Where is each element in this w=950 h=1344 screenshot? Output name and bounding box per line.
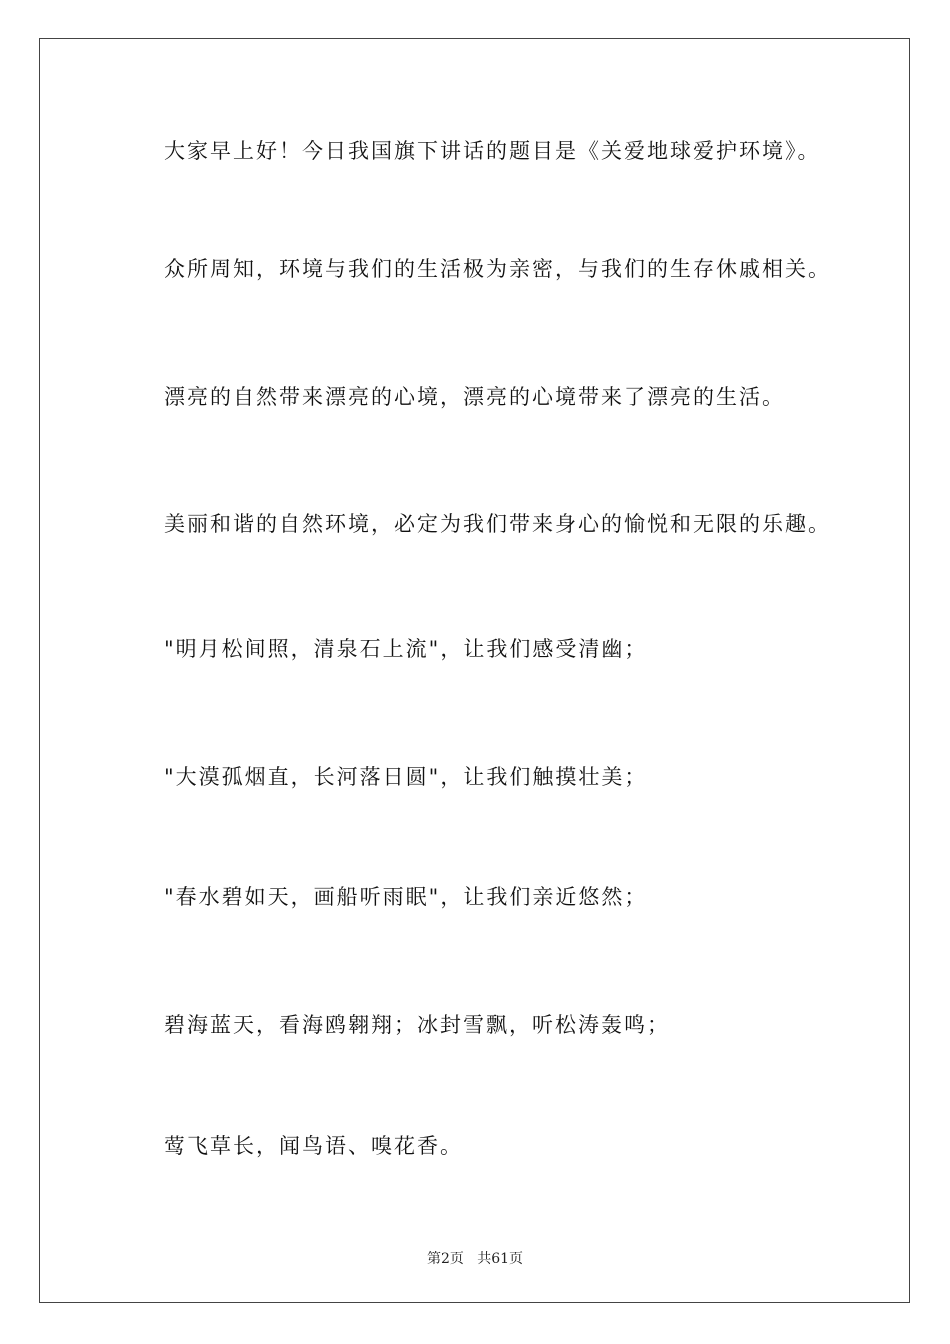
paragraph-line-6: "大漠孤烟直，长河落日圆"，让我们触摸壮美； — [164, 765, 648, 789]
paragraph-line-4: 美丽和谐的自然环境，必定为我们带来身心的愉悦和无限的乐趣。 — [164, 512, 831, 536]
paragraph-line-8: 碧海蓝天，看海鸥翱翔；冰封雪飘，听松涛轰鸣； — [164, 1013, 670, 1037]
page-border — [39, 38, 910, 1303]
paragraph-line-2: 众所周知，环境与我们的生活极为亲密，与我们的生存休戚相关。 — [164, 257, 831, 281]
paragraph-line-5: "明月松间照，清泉石上流"，让我们感受清幽； — [164, 637, 648, 661]
paragraph-line-9: 莺飞草长，闻鸟语、嗅花香。 — [164, 1134, 463, 1158]
paragraph-line-1: 大家早上好！今日我国旗下讲话的题目是《关爱地球爱护环境》。 — [164, 139, 821, 163]
paragraph-line-7: "春水碧如天，画船听雨眠"，让我们亲近悠然； — [164, 885, 648, 909]
paragraph-line-3: 漂亮的自然带来漂亮的心境，漂亮的心境带来了漂亮的生活。 — [164, 385, 785, 409]
page-number-footer: 第2页 共61页 — [426, 1251, 524, 1267]
